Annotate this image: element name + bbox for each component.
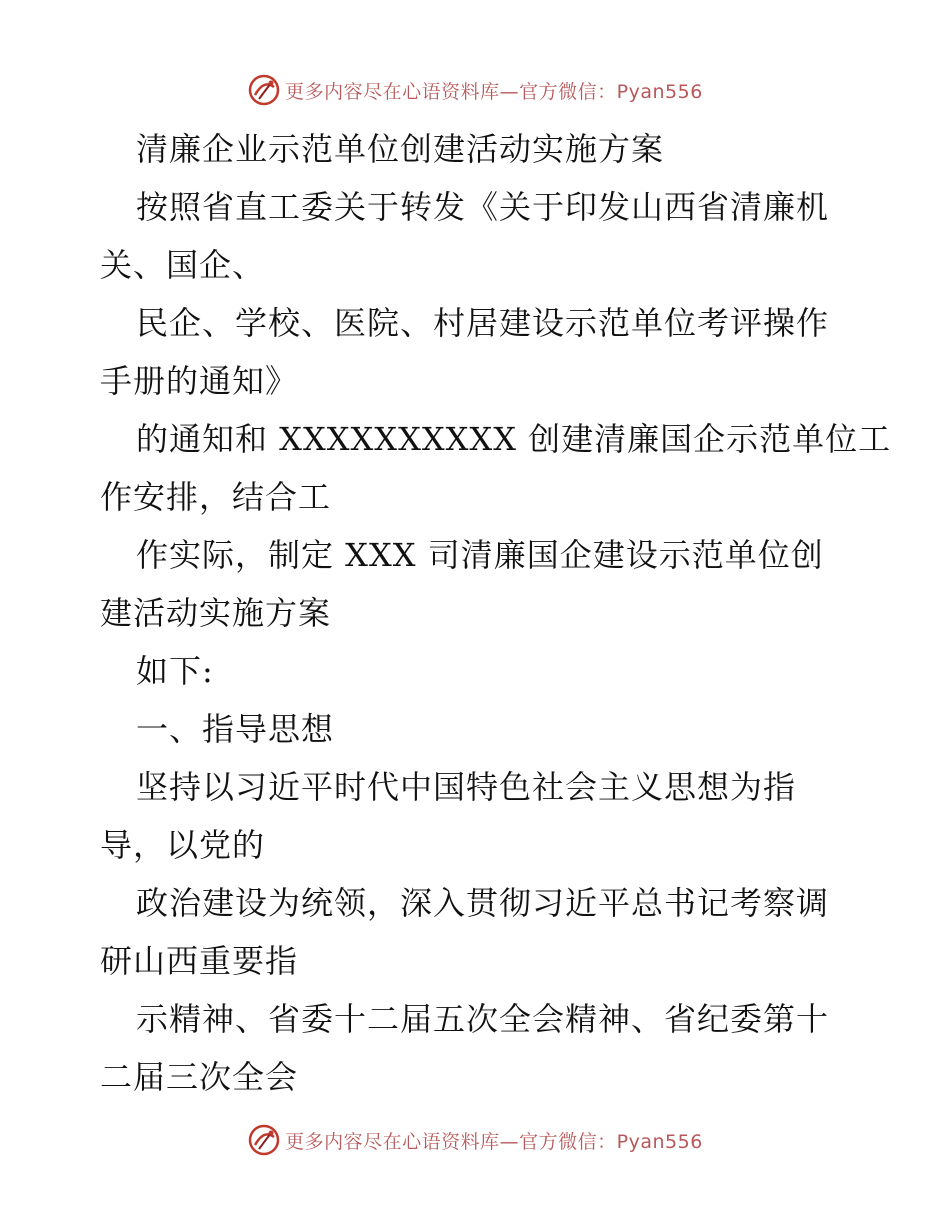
- footer-banner: [0, 1118, 950, 1162]
- doc-line: 如下:: [136, 652, 214, 690]
- doc-line: 政治建设为统领，深入贯彻习近平总书记考察调: [136, 884, 830, 922]
- doc-line: 研山西重要指: [100, 942, 299, 980]
- doc-line: 民企、学校、医院、村居建设示范单位考评操作: [136, 304, 830, 342]
- doc-line: 的通知和 XXXXXXXXXX 创建清廉国企示范单位工: [136, 420, 892, 458]
- doc-line: 作实际，制定 XXX 司清廉国企建设示范单位创: [136, 536, 824, 574]
- header-banner: [0, 68, 950, 112]
- doc-line: 导，以党的: [100, 826, 266, 864]
- doc-line: 作安排，结合工: [100, 478, 332, 516]
- footer-banner-text: 更多内容尽在心语资料库—官方微信：Pyan556: [285, 1130, 703, 1153]
- section-heading: 一、指导思想: [136, 710, 335, 748]
- doc-line: 坚持以习近平时代中国特色社会主义思想为指: [136, 768, 797, 806]
- header-banner-text: 更多内容尽在心语资料库—官方微信：Pyan556: [285, 80, 703, 103]
- brand-logo-icon: [247, 1123, 281, 1157]
- doc-line: 关、国企、: [100, 246, 266, 284]
- doc-line: 二届三次全会: [100, 1058, 299, 1096]
- doc-line: 按照省直工委关于转发《关于印发山西省清廉机: [136, 188, 830, 226]
- doc-title: 清廉企业示范单位创建活动实施方案: [136, 130, 665, 168]
- brand-logo-icon: [247, 73, 281, 107]
- doc-line: 示精神、省委十二届五次全会精神、省纪委第十: [136, 1000, 830, 1038]
- document-body: [100, 120, 892, 1106]
- doc-line: 建活动实施方案: [100, 594, 332, 632]
- doc-line: 手册的通知》: [100, 362, 299, 400]
